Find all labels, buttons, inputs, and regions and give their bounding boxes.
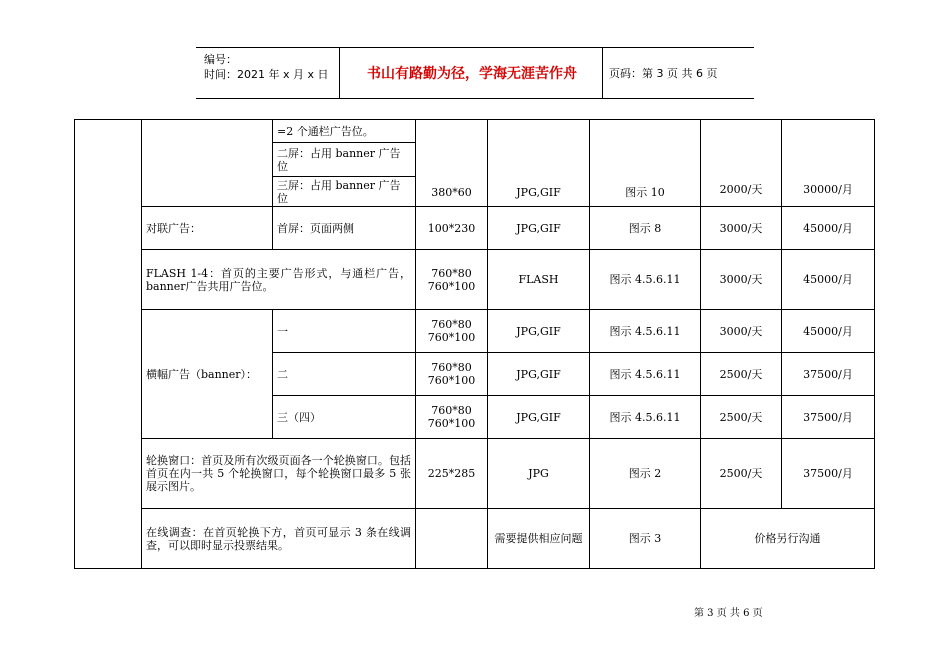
- type-cell: FLASH 1-4：首页的主要广告形式，与通栏广告，banner广告共用广告位。: [142, 250, 416, 310]
- figure-cell: 图示 8: [590, 207, 701, 250]
- format-cell: FLASH: [488, 250, 590, 310]
- page-header: [196, 47, 754, 99]
- format-cell: JPG,GIF: [488, 207, 590, 250]
- figure-cell: 图示 3: [590, 509, 701, 569]
- position-cell: 三（四）: [273, 396, 416, 439]
- header-time: 时间：2021 年 x 月 x 日: [204, 68, 329, 81]
- day-price-cell: 2000/天: [701, 120, 782, 207]
- figure-cell: 图示 4.5.6.11: [590, 396, 701, 439]
- format-cell: JPG,GIF: [488, 353, 590, 396]
- size-cell: [416, 250, 488, 310]
- position-cell: =2 个通栏广告位。: [273, 120, 416, 143]
- format-cell: JPG,GIF: [488, 120, 590, 207]
- blank-cell: [142, 120, 273, 207]
- header-page: 页码：第 3 页 共 6 页: [609, 67, 718, 80]
- format-cell: 需要提供相应问题: [488, 509, 590, 569]
- day-price-cell: 2500/天: [701, 439, 782, 509]
- size-value: 760*100: [427, 417, 476, 430]
- table-row: [75, 509, 875, 569]
- month-price-cell: 37500/月: [782, 396, 875, 439]
- size-value: 760*80: [431, 318, 472, 331]
- type-cell: 在线调查：在首页轮换下方，首页可显示 3 条在线调查，可以即时显示投票结果。: [142, 509, 416, 569]
- month-price-cell: 37500/月: [782, 353, 875, 396]
- figure-cell: 图示 4.5.6.11: [590, 250, 701, 310]
- format-cell: JPG: [488, 439, 590, 509]
- size-cell: 225*285: [416, 439, 488, 509]
- month-price-cell: 45000/月: [782, 310, 875, 353]
- header-divider: [339, 48, 340, 98]
- day-price-cell: 2500/天: [701, 396, 782, 439]
- type-cell: 对联广告：: [142, 207, 273, 250]
- month-price-cell: 37500/月: [782, 439, 875, 509]
- size-value: 760*80: [431, 404, 472, 417]
- month-price-cell: 30000/月: [782, 120, 875, 207]
- day-price-cell: 3000/天: [701, 207, 782, 250]
- position-cell: 一: [273, 310, 416, 353]
- figure-cell: 图示 4.5.6.11: [590, 353, 701, 396]
- header-info: [204, 52, 329, 82]
- size-value: 760*100: [427, 374, 476, 387]
- table-row: [75, 250, 875, 310]
- size-cell: [416, 396, 488, 439]
- size-cell: [416, 353, 488, 396]
- figure-cell: 图示 4.5.6.11: [590, 310, 701, 353]
- size-value: 760*80: [431, 266, 472, 280]
- header-divider: [602, 48, 603, 98]
- blank-cell: [75, 120, 142, 569]
- table-row: [75, 120, 875, 143]
- price-cell: 价格另行沟通: [701, 509, 875, 569]
- header-motto: 书山有路勤为径，学海无涯苦作舟: [367, 66, 577, 82]
- figure-cell: 图示 2: [590, 439, 701, 509]
- size-cell: 100*230: [416, 207, 488, 250]
- table-row: [75, 439, 875, 509]
- position-cell: 首屏：页面两侧: [273, 207, 416, 250]
- size-value: 760*100: [427, 331, 476, 344]
- format-cell: JPG,GIF: [488, 310, 590, 353]
- month-price-cell: 45000/月: [782, 250, 875, 310]
- page-footer: 第 3 页 共 6 页: [694, 608, 763, 619]
- header-number: 编号：: [204, 53, 237, 66]
- table-row: [75, 207, 875, 250]
- size-cell: [416, 509, 488, 569]
- position-cell: 三屏：占用 banner 广告位: [273, 177, 416, 207]
- size-cell: [416, 310, 488, 353]
- size-value: 760*80: [431, 361, 472, 374]
- day-price-cell: 2500/天: [701, 353, 782, 396]
- figure-cell: 图示 10: [590, 120, 701, 207]
- size-cell: 380*60: [416, 120, 488, 207]
- month-price-cell: 45000/月: [782, 207, 875, 250]
- size-value: 760*100: [427, 279, 476, 293]
- position-cell: 二: [273, 353, 416, 396]
- type-cell: 横幅广告（banner）：: [142, 310, 273, 439]
- format-cell: JPG,GIF: [488, 396, 590, 439]
- ad-pricing-table: [74, 119, 875, 569]
- day-price-cell: 3000/天: [701, 310, 782, 353]
- type-cell: 轮换窗口：首页及所有次级页面各一个轮换窗口。包括首页在内一共 5 个轮换窗口，每个轮换窗口最多 5 张展示图片。: [142, 439, 416, 509]
- day-price-cell: 3000/天: [701, 250, 782, 310]
- position-cell: 二屏：占用 banner 广告位: [273, 143, 416, 177]
- table-row: [75, 310, 875, 353]
